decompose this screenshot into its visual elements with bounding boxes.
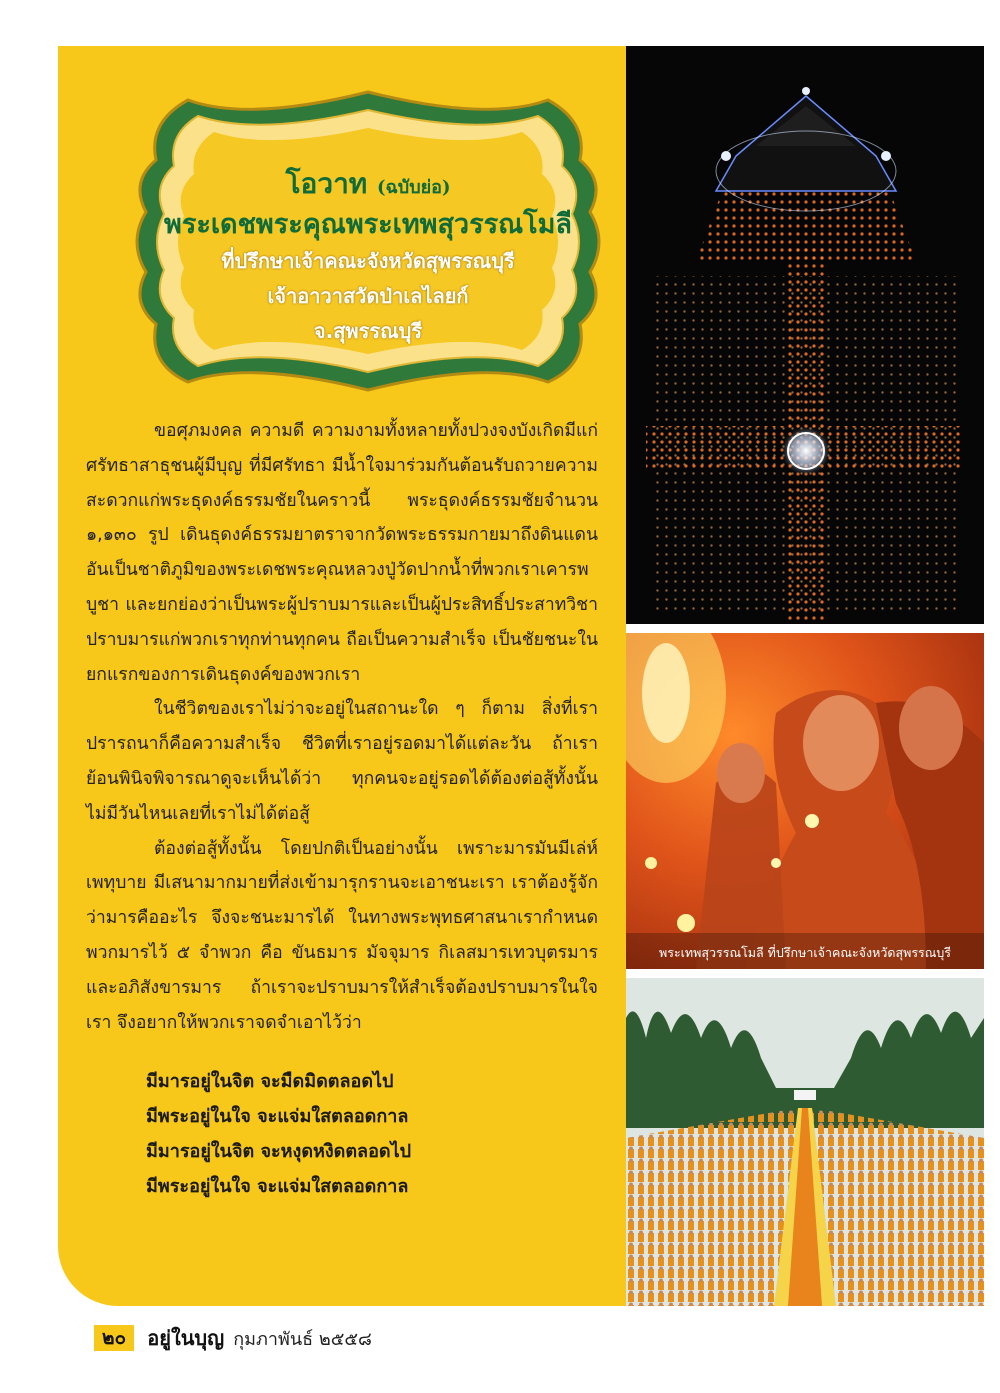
verse-line: มีมารอยู่ในจิต จะหงุดหงิดตลอดไป bbox=[146, 1141, 412, 1162]
verse-line: มีพระอยู่ในใจ จะแจ่มใสตลอดกาล bbox=[146, 1106, 409, 1127]
magazine-name: อยู่ในบุญ bbox=[147, 1326, 225, 1350]
body-paragraph: ขอศุภมงคล ความดี ความงามทั้งหลายทั้งปวงจงบังเกิดมีแก่ศรัทธาสาธุชนผู้มีบุญ ที่มีศรัทธา มีน้ำใจมาร่วมกันต้อนรับถวายความสะดวกแก่พระธุดงค์ธรรมชัยในคราวนี้ พระธุดงค์ธรรมชัยจำนวน ๑,๑๓๐ รูป เดินธุดงค์ธรรมยาตราจากวัดพระธรรมกายมาถึงดินแดนอันเป็นชาติภูมิของพระเดชพระคุณหลวงปู่วัดปากน้ำที่พวกเราเคารพบูชา และยกย่องว่าเป็นพระผู้ปราบมารและเป็นผู้ประสิทธิ์ประสาทวิชาปราบมารแก่พวกเราทุกท่านทุกคน ถือเป็นความสำเร็จ เป็นชัยชนะในยกแรกของการเดินธุดงค์ของพวกเรา bbox=[86, 421, 598, 685]
verse-line: มีพระอยู่ในใจ จะแจ่มใสตลอดกาล bbox=[146, 1176, 409, 1197]
subtitle-line: จ.สุพรรณบุรี bbox=[313, 319, 423, 343]
body-paragraph: ต้องต่อสู้ทั้งนั้น โดยปกติเป็นอย่างนั้น เพราะมารมันมีเล่ห์เพทุบาย มีเสนามากมายที่ส่งเข้ามารุกรานจะเอาชนะเรา เราต้องรู้จักว่ามารคืออะไร จึงจะชนะมารได้ ในทางพระพุทธศาสนาเรากำหนดพวกมารไว้ ๕ จำพวก คือ ขันธมาร มัจจุมาร กิเลสมารเทวบุตรมาร และอภิสังขารมาร ถ้าเราจะปราบมารให้สำเร็จต้องปราบมารในใจเรา จึงอยากให้พวกเราจดจำเอาไว้ว่า bbox=[86, 838, 598, 1033]
article-title-block bbox=[128, 166, 608, 349]
photo-caption: พระเทพสุวรรณโมลี ที่ปรึกษาเจ้าคณะจังหวัดสุพรรณบุรี bbox=[658, 945, 952, 960]
monks-candles-photo bbox=[626, 633, 984, 969]
article-body bbox=[86, 414, 598, 1040]
page-number: ๒๐ bbox=[94, 1325, 134, 1351]
subtitle-line: ที่ปรึกษาเจ้าคณะจังหวัดสุพรรณบุรี bbox=[221, 249, 515, 273]
verse-block bbox=[146, 1064, 411, 1204]
verse-line: มีมารอยู่ในจิต จะมืดมิดตลอดไป bbox=[146, 1071, 394, 1092]
issue-date: กุมภาพันธ์ ๒๕๕๘ bbox=[233, 1328, 372, 1350]
title-main-text: โอวาท bbox=[285, 167, 368, 200]
night-aerial-photo bbox=[626, 46, 984, 624]
article-title bbox=[128, 166, 608, 206]
subtitle-line: เจ้าอาวาสวัดป่าเลไลยก์ bbox=[267, 284, 469, 308]
body-paragraph: ในชีวิตของเราไม่ว่าจะอยู่ในสถานะใด ๆ ก็ตาม สิ่งที่เราปรารถนาก็คือความสำเร็จ ชีวิตที่เราอยู่รอดมาได้แต่ละวัน ถ้าเราย้อนพินิจพิจารณาดูจะเห็นได้ว่า ทุกคนจะอยู่รอดได้ต้องต่อสู้ทั้งนั้นไม่มีวันไหนเลยที่เราไม่ได้ต่อสู้ bbox=[86, 699, 598, 824]
title-note: (ฉบับย่อ) bbox=[377, 177, 451, 198]
monks-rows-photo bbox=[626, 978, 984, 1306]
page-footer bbox=[94, 1322, 372, 1350]
monk-name-title: พระเดชพระคุณพระเทพสุวรรณโมลี bbox=[164, 209, 572, 240]
